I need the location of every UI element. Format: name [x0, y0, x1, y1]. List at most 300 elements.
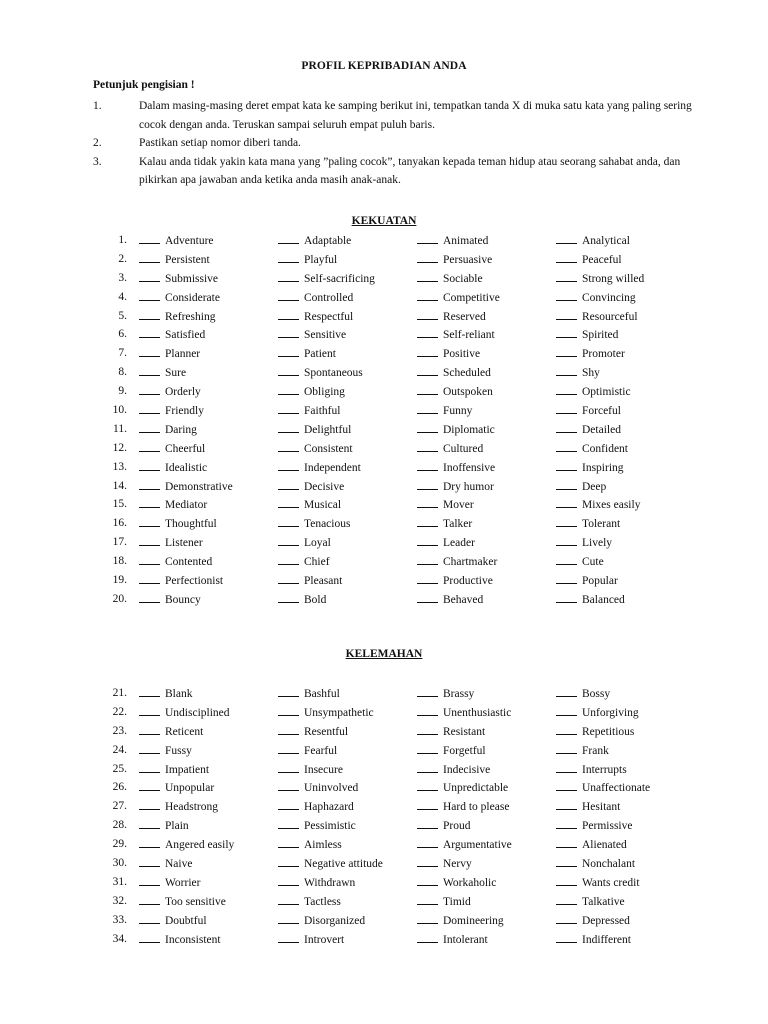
option	[139, 439, 205, 459]
option-label: Pessimistic	[304, 820, 356, 833]
answer-blank[interactable]	[278, 854, 299, 867]
option-label: Introvert	[304, 933, 345, 946]
option-label: Cultured	[443, 442, 484, 455]
answer-blank[interactable]	[556, 344, 577, 357]
answer-blank[interactable]	[278, 307, 299, 320]
option-label: Sensitive	[304, 329, 347, 342]
answer-blank[interactable]	[417, 854, 438, 867]
answer-blank[interactable]	[556, 458, 577, 471]
answer-blank[interactable]	[556, 401, 577, 414]
answer-blank[interactable]	[417, 703, 438, 716]
question-row	[93, 401, 693, 420]
answer-blank[interactable]	[556, 231, 577, 244]
answer-blank[interactable]	[417, 684, 438, 697]
option	[139, 571, 223, 591]
option	[139, 854, 192, 874]
option	[139, 684, 192, 704]
option-label: Listener	[165, 537, 203, 550]
answer-blank[interactable]	[556, 722, 577, 735]
option-label: Leader	[443, 537, 475, 550]
option-label: Inspiring	[582, 461, 624, 474]
option-label: Nonchalant	[582, 858, 636, 871]
option-label: Satisfied	[165, 329, 206, 342]
answer-blank[interactable]	[139, 382, 160, 395]
answer-blank[interactable]	[278, 911, 299, 924]
answer-blank[interactable]	[278, 495, 299, 508]
answer-blank[interactable]	[556, 288, 577, 301]
answer-blank[interactable]	[417, 231, 438, 244]
option-label: Funny	[443, 405, 473, 418]
answer-blank[interactable]	[278, 797, 299, 810]
answer-blank[interactable]	[278, 703, 299, 716]
option	[417, 797, 509, 817]
answer-blank[interactable]	[139, 797, 160, 810]
answer-blank[interactable]	[278, 477, 299, 490]
instruction-number: 3.	[93, 155, 102, 168]
question-number: 3.	[118, 271, 127, 284]
option-label: Adventure	[165, 235, 214, 247]
option	[139, 930, 221, 950]
answer-blank[interactable]	[417, 930, 438, 943]
answer-blank[interactable]	[139, 684, 160, 697]
answer-blank[interactable]	[139, 816, 160, 829]
answer-blank[interactable]	[278, 778, 299, 791]
answer-blank[interactable]	[139, 911, 160, 924]
answer-blank[interactable]	[139, 552, 160, 565]
option-label: Playful	[304, 253, 338, 266]
option-label: Worrier	[165, 876, 201, 889]
answer-blank[interactable]	[556, 439, 577, 452]
question-row	[93, 552, 693, 571]
answer-blank[interactable]	[139, 495, 160, 508]
answer-blank[interactable]	[556, 363, 577, 376]
option	[556, 458, 624, 478]
option-label: Obliging	[304, 386, 345, 399]
answer-blank[interactable]	[556, 760, 577, 773]
answer-blank[interactable]	[278, 684, 299, 697]
answer-blank[interactable]	[139, 703, 160, 716]
answer-blank[interactable]	[417, 288, 438, 301]
answer-blank[interactable]	[139, 873, 160, 886]
option-label: Thoughtful	[165, 518, 217, 531]
answer-blank[interactable]	[556, 571, 577, 584]
question-row	[93, 571, 693, 590]
option	[278, 401, 340, 421]
answer-blank[interactable]	[556, 797, 577, 810]
answer-blank[interactable]	[139, 325, 160, 338]
answer-blank[interactable]	[417, 458, 438, 471]
answer-blank[interactable]	[556, 477, 577, 490]
option-label: Musical	[304, 499, 342, 512]
instruction-text: Pastikan setiap nomor diberi tanda.	[139, 137, 301, 149]
option	[417, 703, 511, 723]
option	[139, 495, 207, 515]
option	[278, 325, 346, 345]
answer-blank[interactable]	[139, 250, 160, 263]
option	[278, 911, 365, 931]
option-label: Talkative	[582, 895, 625, 908]
answer-blank[interactable]	[278, 363, 299, 376]
option	[278, 760, 343, 780]
option	[278, 930, 344, 950]
answer-blank[interactable]	[556, 854, 577, 867]
option	[417, 401, 472, 421]
question-number: 7.	[118, 347, 127, 360]
option-label: Orderly	[165, 386, 201, 399]
option-label: Wants credit	[582, 876, 640, 889]
question-row	[93, 741, 693, 760]
answer-blank[interactable]	[278, 325, 299, 338]
answer-blank[interactable]	[556, 684, 577, 697]
answer-blank[interactable]	[139, 722, 160, 735]
option	[139, 231, 214, 251]
option-label: Reticent	[165, 725, 204, 738]
answer-blank[interactable]	[278, 816, 299, 829]
answer-blank[interactable]	[556, 741, 577, 754]
answer-blank[interactable]	[278, 382, 299, 395]
answer-blank[interactable]	[417, 477, 438, 490]
option-label: Deep	[582, 480, 607, 493]
option	[417, 892, 471, 912]
question-number: 31.	[112, 875, 127, 888]
option	[556, 344, 625, 364]
answer-blank[interactable]	[556, 816, 577, 829]
answer-blank[interactable]	[417, 344, 438, 357]
option	[556, 571, 618, 591]
question-number: 15.	[112, 498, 127, 511]
answer-blank[interactable]	[139, 344, 160, 357]
option	[278, 382, 345, 402]
answer-blank[interactable]	[417, 722, 438, 735]
answer-blank[interactable]	[556, 892, 577, 905]
answer-blank[interactable]	[278, 458, 299, 471]
option-label: Nervy	[443, 858, 472, 871]
answer-blank[interactable]	[417, 835, 438, 848]
option-label: Mover	[443, 499, 474, 512]
answer-blank[interactable]	[278, 401, 299, 414]
answer-blank[interactable]	[556, 778, 577, 791]
answer-blank[interactable]	[417, 325, 438, 338]
option-label: Convincing	[582, 291, 636, 304]
answer-blank[interactable]	[278, 514, 299, 527]
answer-blank[interactable]	[278, 344, 299, 357]
option-label: Talker	[443, 518, 473, 531]
option-label: Unaffectionate	[582, 782, 651, 795]
answer-blank[interactable]	[556, 325, 577, 338]
option-label: Mediator	[165, 499, 208, 512]
answer-blank[interactable]	[278, 760, 299, 773]
question-number: 22.	[112, 705, 127, 718]
question-number: 14.	[112, 479, 127, 492]
option-label: Hard to please	[443, 801, 510, 814]
option-label: Inoffensive	[443, 461, 496, 474]
option	[417, 854, 472, 874]
answer-blank[interactable]	[139, 288, 160, 301]
option	[556, 816, 632, 836]
option-label: Chief	[304, 556, 330, 569]
answer-blank[interactable]	[139, 514, 160, 527]
answer-blank[interactable]	[417, 816, 438, 829]
option	[417, 760, 490, 780]
answer-blank[interactable]	[417, 269, 438, 282]
option-label: Indecisive	[443, 763, 491, 776]
option-label: Chartmaker	[443, 556, 498, 569]
option	[556, 703, 639, 723]
answer-blank[interactable]	[417, 797, 438, 810]
option	[278, 288, 353, 308]
option	[278, 552, 330, 572]
answer-blank[interactable]	[556, 590, 577, 603]
option-label: Outspoken	[443, 386, 493, 399]
option-label: Angered easily	[165, 839, 235, 852]
answer-blank[interactable]	[556, 382, 577, 395]
answer-blank[interactable]	[278, 590, 299, 603]
option-label: Withdrawn	[304, 876, 356, 889]
option	[417, 231, 488, 251]
option	[139, 477, 233, 497]
question-row	[93, 269, 693, 288]
answer-blank[interactable]	[417, 420, 438, 433]
answer-blank[interactable]	[556, 703, 577, 716]
answer-blank[interactable]	[139, 892, 160, 905]
answer-blank[interactable]	[556, 307, 577, 320]
answer-blank[interactable]	[278, 930, 299, 943]
answer-blank[interactable]	[139, 420, 160, 433]
option-label: Doubtful	[165, 914, 207, 927]
answer-blank[interactable]	[417, 571, 438, 584]
answer-blank[interactable]	[278, 231, 299, 244]
answer-blank[interactable]	[556, 495, 577, 508]
option-label: Popular	[582, 575, 618, 588]
option	[556, 495, 640, 515]
question-row	[93, 250, 693, 269]
option	[139, 344, 200, 364]
option	[139, 250, 210, 270]
option	[556, 363, 600, 383]
option-label: Independent	[304, 461, 361, 474]
answer-blank[interactable]	[139, 363, 160, 376]
question-row	[93, 439, 693, 458]
option-label: Tolerant	[582, 518, 621, 531]
option-label: Aimless	[304, 839, 342, 852]
option	[556, 892, 625, 912]
option-label: Positive	[443, 348, 481, 361]
answer-blank[interactable]	[417, 401, 438, 414]
answer-blank[interactable]	[417, 382, 438, 395]
strengths-table	[93, 231, 693, 609]
answer-blank[interactable]	[139, 778, 160, 791]
option-label: Tenacious	[304, 518, 351, 531]
answer-blank[interactable]	[556, 835, 577, 848]
answer-blank[interactable]	[556, 250, 577, 263]
option-label: Unenthusiastic	[443, 706, 512, 719]
question-number: 34.	[112, 932, 127, 945]
page-title: PROFIL KEPRIBADIAN ANDA	[301, 60, 467, 72]
option	[139, 741, 192, 761]
answer-blank[interactable]	[139, 571, 160, 584]
answer-blank[interactable]	[139, 835, 160, 848]
question-row	[93, 533, 693, 552]
answer-blank[interactable]	[139, 533, 160, 546]
option-label: Friendly	[165, 405, 204, 418]
option-label: Bossy	[582, 688, 611, 700]
option	[417, 477, 494, 497]
answer-blank[interactable]	[278, 741, 299, 754]
option	[556, 250, 622, 270]
option-label: Domineering	[443, 914, 504, 927]
option-label: Reserved	[443, 310, 486, 323]
option	[417, 533, 475, 553]
answer-blank[interactable]	[417, 911, 438, 924]
option	[417, 873, 496, 893]
question-number: 20.	[112, 592, 127, 605]
option	[278, 816, 356, 836]
option	[278, 477, 344, 497]
option-label: Confident	[582, 442, 628, 455]
answer-blank[interactable]	[417, 590, 438, 603]
answer-blank[interactable]	[139, 269, 160, 282]
option	[139, 382, 201, 402]
option-label: Indifferent	[582, 933, 631, 946]
option-label: Delightful	[304, 423, 352, 436]
option-label: Forceful	[582, 405, 621, 418]
answer-blank[interactable]	[278, 552, 299, 565]
answer-blank[interactable]	[417, 552, 438, 565]
answer-blank[interactable]	[139, 307, 160, 320]
option-label: Repetitious	[582, 725, 635, 738]
answer-blank[interactable]	[556, 552, 577, 565]
answer-blank[interactable]	[278, 269, 299, 282]
answer-blank[interactable]	[139, 930, 160, 943]
answer-blank[interactable]	[417, 439, 438, 452]
question-row	[93, 854, 693, 873]
option-label: Dry humor	[443, 480, 494, 493]
option	[139, 269, 218, 289]
instruction-text: Kalau anda tidak yakin kata mana yang ”paling cocok”, tanyakan kepada teman hidup atau seorang sahabat anda, dan pikirkan apa jawaban anda ketika anda masih anak-anak.	[139, 155, 681, 186]
option	[278, 231, 351, 251]
answer-blank[interactable]	[417, 363, 438, 376]
option-label: Pleasant	[304, 575, 343, 588]
answer-blank[interactable]	[417, 892, 438, 905]
option-label: Argumentative	[443, 839, 512, 852]
answer-blank[interactable]	[556, 533, 577, 546]
option	[278, 741, 337, 761]
answer-blank[interactable]	[139, 231, 160, 244]
option	[556, 382, 631, 402]
answer-blank[interactable]	[417, 307, 438, 320]
option-label: Consistent	[304, 442, 353, 455]
instruction-item	[93, 134, 693, 153]
answer-blank[interactable]	[417, 741, 438, 754]
option-label: Controlled	[304, 291, 354, 304]
option-label: Submissive	[165, 272, 219, 285]
answer-blank[interactable]	[556, 514, 577, 527]
answer-blank[interactable]	[417, 514, 438, 527]
question-number: 28.	[112, 819, 127, 832]
option-label: Considerate	[165, 291, 220, 304]
answer-blank[interactable]	[278, 873, 299, 886]
answer-blank[interactable]	[278, 288, 299, 301]
option-label: Lively	[582, 537, 613, 550]
answer-blank[interactable]	[139, 477, 160, 490]
answer-blank[interactable]	[139, 590, 160, 603]
option-label: Naive	[165, 858, 193, 871]
answer-blank[interactable]	[417, 495, 438, 508]
option-label: Adaptable	[304, 235, 352, 247]
answer-blank[interactable]	[417, 778, 438, 791]
answer-blank[interactable]	[278, 571, 299, 584]
option-label: Resourceful	[582, 310, 638, 323]
question-row	[93, 363, 693, 382]
question-row	[93, 873, 693, 892]
option-label: Scheduled	[443, 367, 491, 380]
answer-blank[interactable]	[556, 873, 577, 886]
weaknesses-table	[93, 684, 693, 948]
answer-blank[interactable]	[556, 269, 577, 282]
question-number: 30.	[112, 857, 127, 870]
question-row	[93, 911, 693, 930]
answer-blank[interactable]	[278, 420, 299, 433]
option	[278, 439, 353, 459]
option	[556, 439, 628, 459]
option-label: Intolerant	[443, 933, 488, 946]
answer-blank[interactable]	[139, 741, 160, 754]
answer-blank[interactable]	[556, 911, 577, 924]
option-label: Bashful	[304, 688, 340, 700]
question-number: 1.	[118, 234, 127, 246]
answer-blank[interactable]	[139, 401, 160, 414]
option	[278, 307, 353, 327]
answer-blank[interactable]	[417, 873, 438, 886]
answer-blank[interactable]	[139, 760, 160, 773]
question-row	[93, 930, 693, 949]
option-label: Self-reliant	[443, 329, 495, 342]
answer-blank[interactable]	[278, 533, 299, 546]
option	[556, 477, 606, 497]
answer-blank[interactable]	[278, 722, 299, 735]
answer-blank[interactable]	[139, 854, 160, 867]
option	[556, 778, 650, 798]
option-label: Cheerful	[165, 442, 206, 455]
answer-blank[interactable]	[417, 760, 438, 773]
option	[417, 722, 485, 742]
question-number: 18.	[112, 555, 127, 568]
question-row	[93, 477, 693, 496]
option-label: Bold	[304, 593, 327, 606]
answer-blank[interactable]	[556, 930, 577, 943]
question-number: 4.	[118, 290, 127, 303]
option	[278, 420, 351, 440]
answer-blank[interactable]	[278, 835, 299, 848]
option-label: Sociable	[443, 272, 483, 285]
option	[417, 250, 492, 270]
answer-blank[interactable]	[139, 458, 160, 471]
option	[556, 231, 630, 251]
option-label: Shy	[582, 367, 600, 380]
option-label: Unsympathetic	[304, 706, 374, 719]
option	[139, 307, 215, 327]
answer-blank[interactable]	[417, 250, 438, 263]
answer-blank[interactable]	[278, 250, 299, 263]
option	[556, 854, 635, 874]
option-label: Detailed	[582, 423, 621, 436]
answer-blank[interactable]	[417, 533, 438, 546]
answer-blank[interactable]	[556, 420, 577, 433]
answer-blank[interactable]	[278, 439, 299, 452]
option	[417, 307, 486, 327]
answer-blank[interactable]	[278, 892, 299, 905]
answer-blank[interactable]	[139, 439, 160, 452]
